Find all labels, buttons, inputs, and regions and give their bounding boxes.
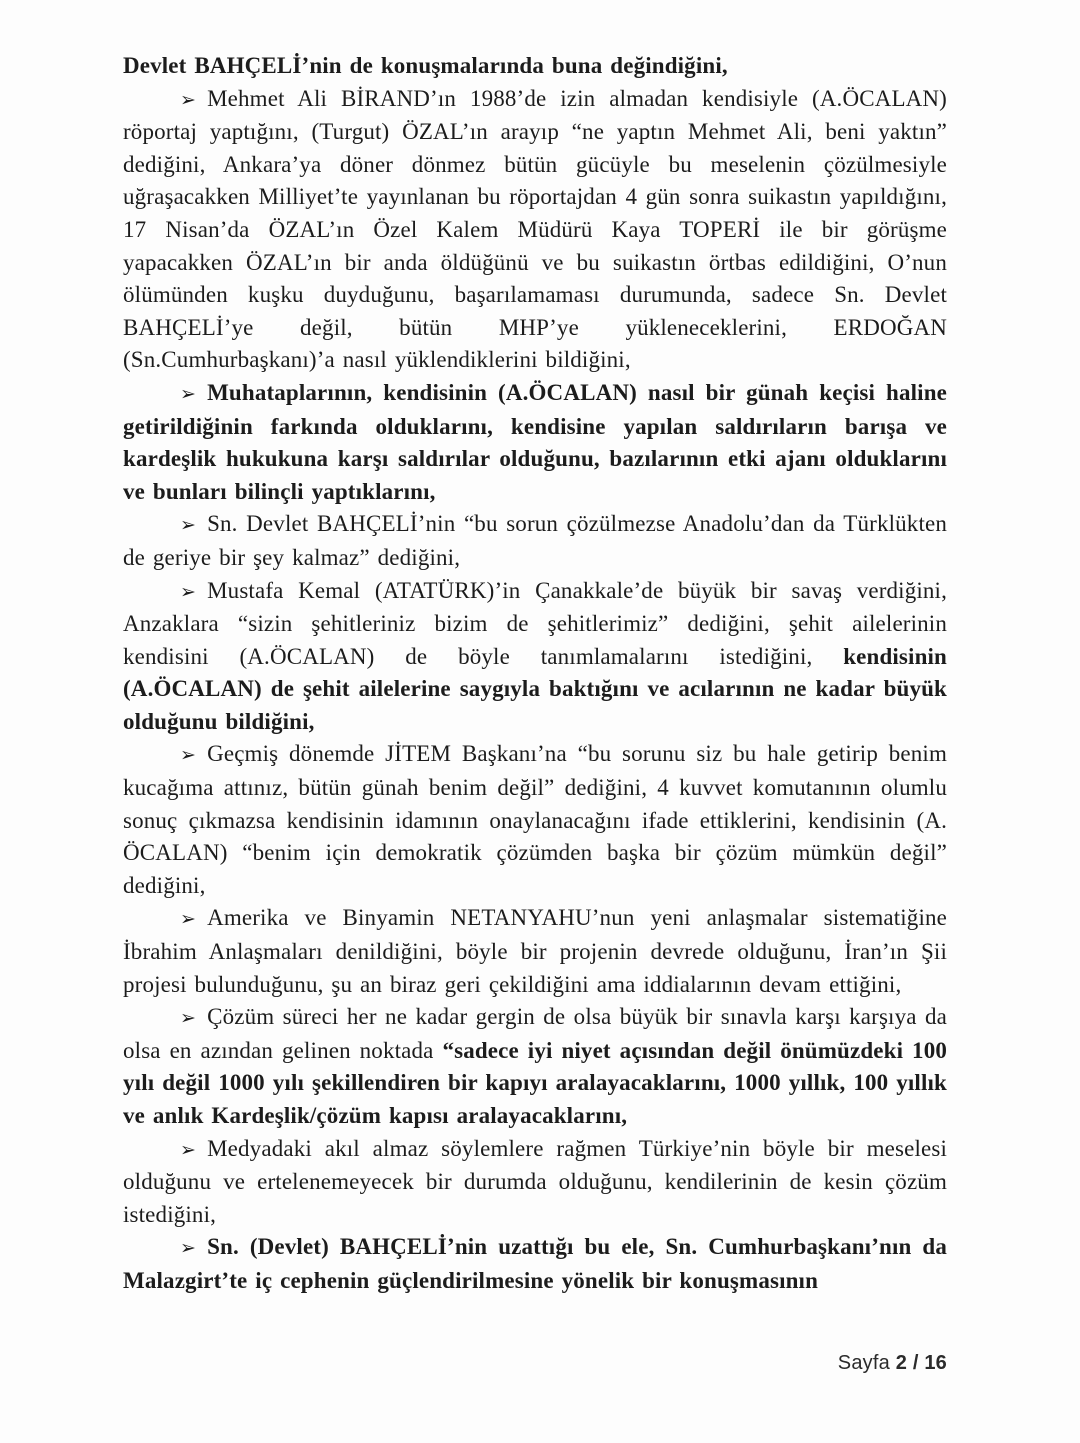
bullet-paragraph [123,575,947,739]
bullet-arrow-icon: ➢ [180,88,197,111]
text-run: Mehmet Ali BİRAND’ın 1988’de izin almadan kendisiyle (A.ÖCALAN) röportaj yaptığını, (Turgut) ÖZAL’ın arayıp “ne yaptın Mehmet Ali, beni yaktın” dediğini, Ankara’ya döner dönmez bütün gücüyle bu meselenin çözülmesiyle uğraşacakken Milliyet’te yayınlanan bu röportajdan 4 gün sonra suikastın yapıldığını, 17 Nisan’da ÖZAL’ın Özel Kalem Müdürü Kaya TOPERİ ile bir görüşme yapacakken ÖZAL’ın bir anda öldüğünü ve bu suikastın örtbas edildiğini, O’nun ölümünden kuşku duyduğunu, başarılamaması durumunda, sadece Sn. Devlet BAHÇELİ’ye değil, bütün MHP’ye yükleneceklerini, ERDOĞAN (Sn.Cumhurbaşkanı)’a nasıl yüklendiklerini bildiğini, [123,85,947,373]
text-run: Mustafa Kemal (ATATÜRK)’in Çanakkale’de büyük bir savaş verdiğini, Anzaklara “sizin şehitleriniz bizim de şehitlerimiz” dediğini, şehit ailelerinin kendisini (A.ÖCALAN) de böyle tanımlamalarını istediğini, [123,577,947,669]
text-run: Medyadaki akıl almaz söylemlere rağmen Türkiye’nin böyle bir meselesi olduğunu ve ertelenemeyecek bir durumda olduğunu, kendilerinin de kesin çözüm istediğini, [123,1135,947,1227]
text-run: Amerika ve Binyamin NETANYAHU’nun yeni anlaşmalar sistematiğine İbrahim Anlaşmaları denildiğini, böyle bir projenin devrede olduğunu, İran’ın Şii projesi bulunduğunu, şu an biraz geri çekildiğini ama iddialarının devam ettiğini, [123,905,947,997]
footer-separator: / [912,1352,919,1374]
bullet-arrow-icon: ➢ [180,908,197,931]
text-run: Sn. (Devlet) BAHÇELİ’nin uzattığı bu ele, Sn. Cumhurbaşkanı’nın da Malazgirt’te iç cephenin güçlendirilmesine yönelik bir konuşmasının [123,1234,947,1293]
bullet-arrow-icon: ➢ [180,744,197,767]
text-run: kendisinin (A.ÖCALAN) de şehit ailelerine saygıyla baktığını ve acılarının ne kadar büyük olduğunu bildiğini, [123,643,947,734]
bullet-paragraph [123,1231,947,1297]
bullet-paragraph [123,508,947,574]
bullet-paragraph [123,738,947,902]
footer-label: Sayfa [837,1352,890,1374]
bullet-arrow-icon: ➢ [180,1007,197,1030]
bullet-arrow-icon: ➢ [180,1138,197,1161]
text-run: Muhataplarının, kendisinin (A.ÖCALAN) nasıl bir günah keçisi haline getirildiğinin farkında olduklarını, kendisine yapılan saldırıların barışa ve kardeşlik hukukuna karşı saldırılar olduğunu, bazılarının etki ajanı olduklarını ve bunları bilinçli yaptıklarını, [123,379,947,504]
text-run: Çözüm süreci her ne kadar gergin de olsa büyük bir sınavla karşı karşıya da olsa en azından gelinen noktada [123,1004,947,1063]
bullet-paragraph [123,1001,947,1132]
bullet-paragraph [123,377,947,508]
text-run: Devlet BAHÇELİ’nin de konuşmalarında buna değindiğini, [123,53,728,78]
bullet-paragraph [123,83,947,377]
document-heading [123,50,947,83]
footer-current-page: 2 [895,1352,908,1374]
text-run: Sn. Devlet BAHÇELİ’nin “bu sorun çözülmezse Anadolu’dan da Türklükten de geriye bir şey kalmaz” dediğini, [123,511,947,570]
page-number-footer [838,1352,947,1375]
bullet-arrow-icon: ➢ [180,580,197,603]
text-run: Geçmiş dönemde JİTEM Başkanı’na “bu sorunu siz bu hale getirip benim kucağıma attınız, bütün günah benim değil” dediğini, 4 kuvvet komutanının olumlu sonuç çıkmazsa kendisinin idamının onaylanacağını ifade ettiklerini, kendisinin (A. ÖCALAN) “benim için demokratik çözümden başka bir çözüm mümkün değil” dediğini, [123,741,947,898]
text-run: “sadece iyi niyet açısından değil önümüzdeki 100 yılı değil 1000 yılı şekillendiren bir kapıyı aralayacaklarını, 1000 yıllık, 100 yıllık ve anlık Kardeşlik/çözüm kapısı aralayacaklarını, [123,1037,948,1128]
bullet-arrow-icon: ➢ [180,1237,197,1260]
bullet-paragraph [123,902,947,1001]
document-body [123,50,947,1298]
bullet-paragraph [123,1133,947,1232]
bullet-arrow-icon: ➢ [180,514,197,537]
footer-total-pages: 16 [924,1352,947,1374]
bullet-arrow-icon: ➢ [180,382,197,405]
